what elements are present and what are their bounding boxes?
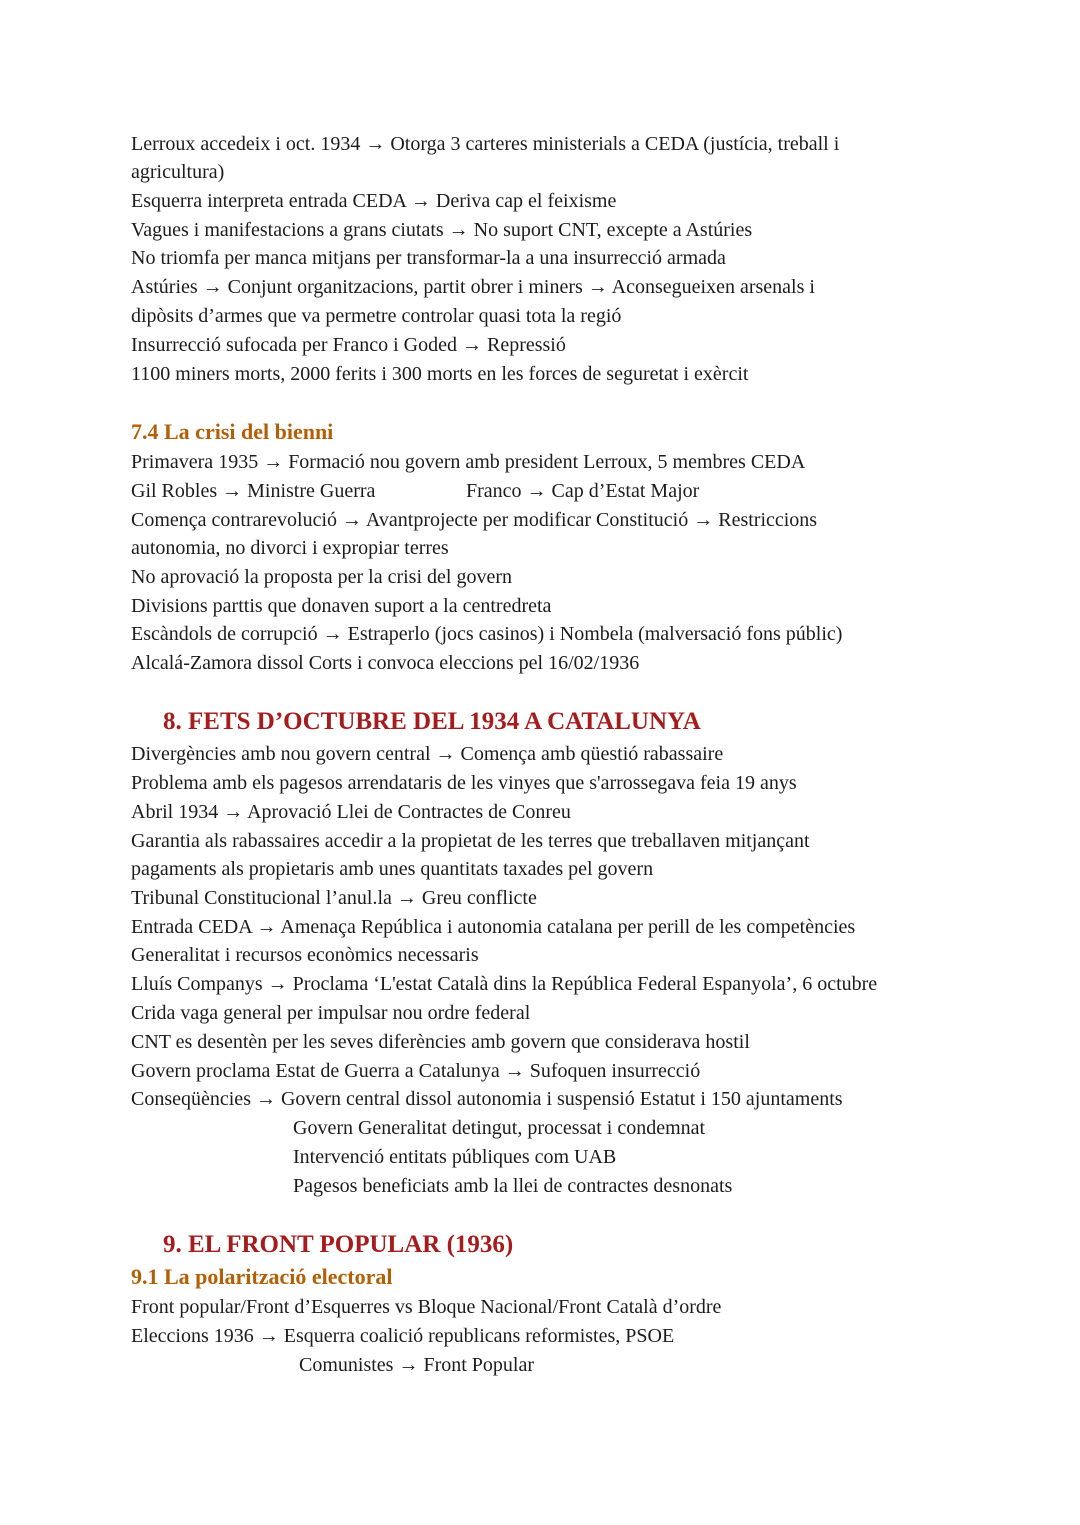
text-line: Lluís Companys → Proclama ‘L'estat Català dins la República Federal Espanyola’, 6 octubre [131, 973, 878, 995]
text-line: autonomia, no divorci i expropiar terres [131, 537, 449, 559]
text-line: agricultura) [131, 161, 225, 183]
text-line: No aprovació la proposta per la crisi del govern [131, 566, 512, 588]
text-line: Abril 1934 → Aprovació Llei de Contractes de Conreu [131, 801, 571, 823]
text-line: Govern proclama Estat de Guerra a Catalunya → Sufoquen insurrecció [131, 1060, 701, 1082]
text-line: Comença contrarevolució → Avantprojecte per modificar Constitució → Restriccions [131, 509, 818, 531]
section-heading-9: 9. EL FRONT POPULAR (1936) [163, 1231, 514, 1258]
text-line: Govern Generalitat detingut, processat i condemnat [293, 1117, 706, 1139]
text-line: Eleccions 1936 → Esquerra coalició republicans reformistes, PSOE [131, 1325, 675, 1347]
text-line: pagaments als propietaris amb unes quantitats taxades pel govern [131, 858, 654, 880]
text-line: Vagues i manifestacions a grans ciutats → No suport CNT, excepte a Astúries [131, 219, 753, 241]
section-heading-8: 8. FETS D’OCTUBRE DEL 1934 A CATALUNYA [163, 708, 701, 735]
text-line: Front popular/Front d’Esquerres vs Bloque Nacional/Front Català d’ordre [131, 1296, 722, 1318]
text-line: Pagesos beneficiats amb la llei de contractes desnonats [293, 1175, 733, 1197]
text-line: Garantia als rabassaires accedir a la propietat de les terres que treballaven mitjançant [131, 830, 810, 852]
subsection-heading-9-1: 9.1 La polarització electoral [131, 1264, 393, 1289]
text-line: Intervenció entitats públiques com UAB [293, 1146, 617, 1168]
text-line: Crida vaga general per impulsar nou ordre federal [131, 1002, 531, 1024]
text-line: Franco → Cap d’Estat Major [466, 480, 700, 502]
text-line: dipòsits d’armes que va permetre controlar quasi tota la regió [131, 305, 622, 327]
text-line: Escàndols de corrupció → Estraperlo (jocs casinos) i Nombela (malversació fons públic) [131, 623, 843, 645]
text-line: Comunistes → Front Popular [299, 1354, 535, 1376]
subsection-heading-7-4: 7.4 La crisi del bienni [131, 419, 334, 444]
text-line: Lerroux accedeix i oct. 1934 → Otorga 3 carteres ministerials a CEDA (justícia, treball i [131, 133, 840, 155]
text-line: Divergències amb nou govern central → Comença amb qüestió rabassaire [131, 743, 724, 765]
text-line: Entrada CEDA → Amenaça República i autonomia catalana per perill de les competències [131, 916, 856, 938]
text-line: Primavera 1935 → Formació nou govern amb president Lerroux, 5 membres CEDA [131, 451, 806, 473]
text-line: Problema amb els pagesos arrendataris de les vinyes que s'arrossegava feia 19 anys [131, 772, 797, 794]
text-line: No triomfa per manca mitjans per transformar-la a una insurrecció armada [131, 247, 726, 269]
text-line: Divisions parttis que donaven suport a la centredreta [131, 595, 552, 617]
text-line: Alcalá-Zamora dissol Corts i convoca eleccions pel 16/02/1936 [131, 652, 640, 674]
text-line: CNT es desentèn per les seves diferències amb govern que considerava hostil [131, 1031, 750, 1053]
text-line: Insurrecció sufocada per Franco i Goded → Repressió [131, 334, 566, 356]
text-line: Esquerra interpreta entrada CEDA → Deriva cap el feixisme [131, 190, 617, 212]
text-line: Generalitat i recursos econòmics necessaris [131, 944, 479, 966]
text-line: Conseqüències → Govern central dissol autonomia i suspensió Estatut i 150 ajuntaments [131, 1088, 843, 1110]
text-line: 1100 miners morts, 2000 ferits i 300 morts en les forces de seguretat i exèrcit [131, 363, 749, 385]
text-line: Tribunal Constitucional l’anul.la → Greu conflicte [131, 887, 537, 909]
text-line: Gil Robles → Ministre Guerra [131, 480, 376, 502]
text-line: Astúries → Conjunt organitzacions, partit obrer i miners → Aconsegueixen arsenals i [131, 276, 815, 298]
